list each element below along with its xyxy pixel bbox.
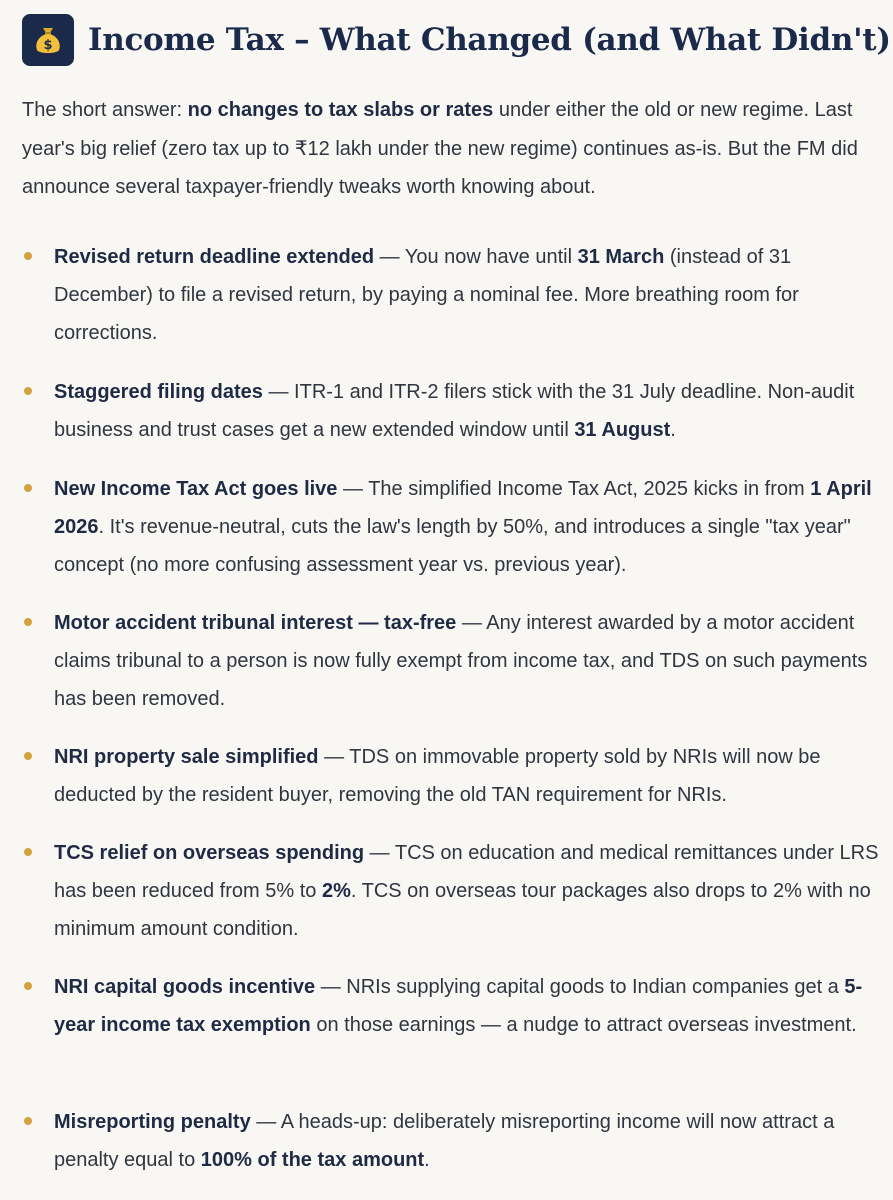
item-text: . (670, 419, 676, 441)
list-item-nri-property (22, 738, 882, 814)
item-heading: Revised return deadline extended (54, 246, 375, 268)
money-bag-icon-graphic (31, 23, 65, 57)
bullet-icon (24, 387, 32, 395)
intro-post: under either the old or new regime. Last year's big relief (zero tax up to ₹12 lakh under the new regime) continues as-is. But the FM did announce several taxpayer-friendly tweaks worth knowing about. (22, 99, 858, 198)
item-text: . (424, 1149, 430, 1171)
bullet-icon (24, 752, 32, 760)
item-text: — ITR-1 and ITR-2 filers stick with the 31 July deadline. Non-audit business and trust cases get a new extended window until (54, 381, 855, 441)
list-item-tcs-relief (22, 834, 882, 948)
item-text: (instead of 31 December) to file a revised return, by paying a nominal fee. More breathing room for corrections. (54, 246, 799, 344)
bullet-icon (24, 848, 32, 856)
list-item-misreporting-penalty (22, 1103, 882, 1179)
bullet-icon (24, 1117, 32, 1125)
bullet-icon (24, 618, 32, 626)
page-title: Income Tax – What Changed (and What Didn't) (88, 22, 891, 58)
item-bold: 5-year income tax exemption (54, 976, 863, 1036)
bullet-icon (24, 484, 32, 492)
money-bag-icon (22, 14, 74, 66)
item-bold: 2% (321, 880, 351, 902)
item-text: — Any interest awarded by a motor accident claims tribunal to a person is now fully exempt from income tax, and TDS on such payments has been removed. (54, 612, 868, 710)
list-item-new-tax-act (22, 470, 882, 584)
item-bold: 1 April 2026 (54, 478, 872, 538)
item-heading: Misreporting penalty (54, 1111, 251, 1133)
item-text: . TCS on overseas tour packages also drops to 2% with no minimum amount condition. (54, 880, 871, 940)
item-text: — A heads-up: deliberately misreporting income will now attract a penalty equal to (54, 1111, 835, 1171)
intro-paragraph (22, 91, 872, 207)
list-item-revised-return (22, 238, 882, 352)
item-text: . It's revenue-neutral, cuts the law's length by 50%, and introduces a single "tax year" concept (no more confusing assessment year vs. previous year). (54, 516, 851, 576)
item-heading: NRI capital goods incentive (54, 976, 316, 998)
item-heading: NRI property sale simplified (54, 746, 319, 768)
item-text: — The simplified Income Tax Act, 2025 kicks in from (337, 478, 811, 500)
item-heading: TCS relief on overseas spending (54, 842, 365, 864)
item-heading: New Income Tax Act goes live (54, 478, 338, 500)
list-item-nri-capital-goods (22, 968, 882, 1044)
bullet-icon (24, 982, 32, 990)
intro-bold: no changes to tax slabs or rates (187, 99, 494, 121)
item-heading: Motor accident tribunal interest — tax-free (54, 612, 457, 634)
item-bold: 31 March (577, 246, 665, 268)
bullet-icon (24, 252, 32, 260)
page-header (22, 14, 891, 66)
item-text: — You now have until (374, 246, 578, 268)
item-bold: 100% of the tax amount (200, 1149, 425, 1171)
item-heading: Staggered filing dates (54, 381, 263, 403)
item-text: on those earnings — a nudge to attract overseas investment. (310, 1014, 857, 1036)
item-text: — TDS on immovable property sold by NRIs will now be deducted by the resident buyer, removing the old TAN requirement for NRIs. (54, 746, 821, 806)
item-text: — TCS on education and medical remittances under LRS has been reduced from 5% to (54, 842, 879, 902)
item-text: — NRIs supplying capital goods to Indian companies get a (315, 976, 845, 998)
item-bold: 31 August (574, 419, 671, 441)
intro-pre: The short answer: (22, 99, 188, 121)
list-item-motor-accident (22, 604, 882, 718)
list-item-staggered-filing (22, 373, 882, 449)
svg-text:$: $ (43, 38, 53, 53)
